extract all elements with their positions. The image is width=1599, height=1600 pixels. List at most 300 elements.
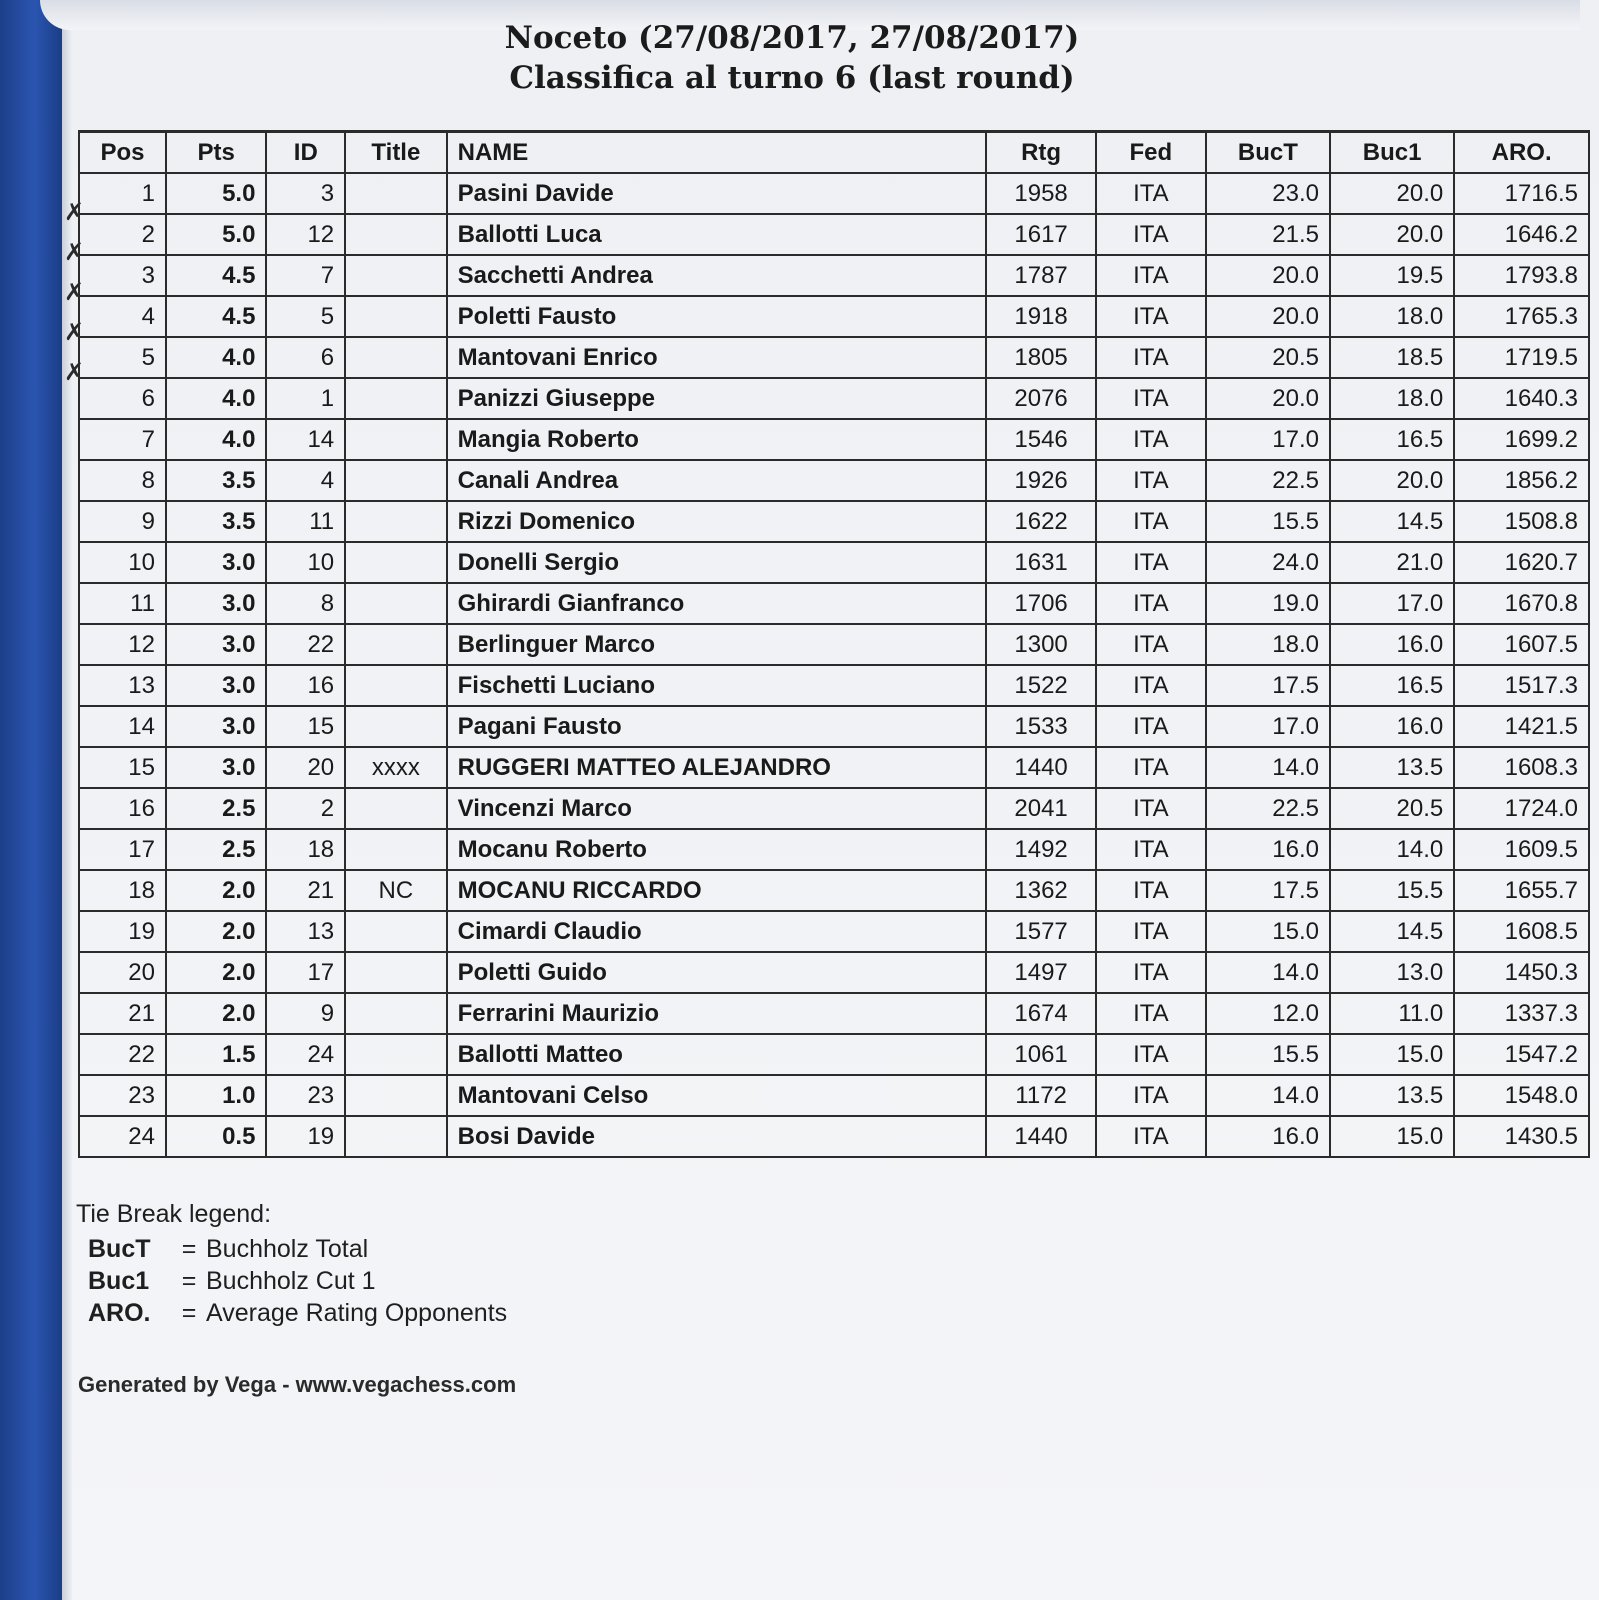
cell-buc1: 20.5 — [1330, 788, 1454, 829]
cell-buct: 17.5 — [1206, 665, 1330, 706]
cell-id: 8 — [266, 583, 345, 624]
cell-title — [345, 829, 446, 870]
legend-key: BucT — [88, 1234, 151, 1263]
cell-rtg: 2076 — [986, 378, 1096, 419]
col-rtg: Rtg — [986, 132, 1096, 174]
cell-pts: 2.0 — [166, 993, 266, 1034]
col-name: NAME — [447, 132, 987, 174]
cell-rtg: 1958 — [986, 173, 1096, 214]
cell-title — [345, 1116, 446, 1157]
col-buct: BucT — [1206, 132, 1330, 174]
cell-pos: 12 — [79, 624, 166, 665]
cell-rtg: 1805 — [986, 337, 1096, 378]
cell-buct: 17.0 — [1206, 706, 1330, 747]
cell-fed: ITA — [1096, 583, 1206, 624]
cell-pts: 1.0 — [166, 1075, 266, 1116]
col-fed: Fed — [1096, 132, 1206, 174]
legend-entry — [76, 1265, 507, 1297]
cell-name: Poletti Guido — [447, 952, 987, 993]
cell-aro: 1724.0 — [1454, 788, 1589, 829]
cell-id: 17 — [266, 952, 345, 993]
table-row — [79, 665, 1589, 706]
cell-pts: 3.5 — [166, 460, 266, 501]
table-row — [79, 911, 1589, 952]
cell-title — [345, 214, 446, 255]
page-title: Noceto (27/08/2017, 27/08/2017) — [504, 20, 1080, 56]
cell-name: Sacchetti Andrea — [447, 255, 987, 296]
cell-pos: 18 — [79, 870, 166, 911]
cell-pts: 4.5 — [166, 255, 266, 296]
cell-name: Rizzi Domenico — [447, 501, 987, 542]
cell-name: Ballotti Matteo — [447, 1034, 987, 1075]
cell-fed: ITA — [1096, 788, 1206, 829]
cell-aro: 1508.8 — [1454, 501, 1589, 542]
cell-pos: 17 — [79, 829, 166, 870]
table-row — [79, 378, 1589, 419]
cell-id: 24 — [266, 1034, 345, 1075]
cell-buc1: 18.0 — [1330, 296, 1454, 337]
cell-rtg: 1674 — [986, 993, 1096, 1034]
col-pts: Pts — [166, 132, 266, 174]
cell-aro: 1765.3 — [1454, 296, 1589, 337]
handwritten-check-mark: ✗ — [64, 198, 85, 226]
cell-pos: 5 — [79, 337, 166, 378]
cell-id: 6 — [266, 337, 345, 378]
cell-rtg: 1172 — [986, 1075, 1096, 1116]
cell-pos: 24 — [79, 1116, 166, 1157]
legend-key: ARO. — [88, 1298, 151, 1327]
cell-pts: 3.5 — [166, 501, 266, 542]
cell-pts: 3.0 — [166, 665, 266, 706]
legend-key: Buc1 — [88, 1266, 150, 1295]
cell-id: 16 — [266, 665, 345, 706]
legend-equals: = — [181, 1234, 197, 1263]
cell-title — [345, 460, 446, 501]
cell-aro: 1607.5 — [1454, 624, 1589, 665]
cell-name: Panizzi Giuseppe — [447, 378, 987, 419]
legend-description: Buchholz Total — [206, 1234, 369, 1263]
cell-rtg: 1918 — [986, 296, 1096, 337]
cell-rtg: 1533 — [986, 706, 1096, 747]
cell-pos: 4 — [79, 296, 166, 337]
cell-rtg: 1492 — [986, 829, 1096, 870]
cell-rtg: 1577 — [986, 911, 1096, 952]
cell-buc1: 18.5 — [1330, 337, 1454, 378]
cell-rtg: 1546 — [986, 419, 1096, 460]
cell-pos: 2 — [79, 214, 166, 255]
cell-fed: ITA — [1096, 337, 1206, 378]
table-row — [79, 706, 1589, 747]
cell-pts: 3.0 — [166, 583, 266, 624]
cell-buct: 14.0 — [1206, 1075, 1330, 1116]
cell-fed: ITA — [1096, 501, 1206, 542]
cell-buct: 15.5 — [1206, 501, 1330, 542]
cell-buct: 17.0 — [1206, 419, 1330, 460]
cell-buc1: 18.0 — [1330, 378, 1454, 419]
cell-pts: 0.5 — [166, 1116, 266, 1157]
cell-buc1: 13.5 — [1330, 1075, 1454, 1116]
cell-aro: 1608.3 — [1454, 747, 1589, 788]
cell-buct: 20.0 — [1206, 255, 1330, 296]
cell-pts: 2.5 — [166, 829, 266, 870]
cell-id: 11 — [266, 501, 345, 542]
cell-pts: 4.0 — [166, 337, 266, 378]
cell-rtg: 1787 — [986, 255, 1096, 296]
cell-buc1: 20.0 — [1330, 173, 1454, 214]
handwritten-check-mark: ✗ — [64, 358, 85, 386]
cell-pts: 3.0 — [166, 624, 266, 665]
cell-aro: 1640.3 — [1454, 378, 1589, 419]
table-row — [79, 870, 1589, 911]
table-row — [79, 460, 1589, 501]
cell-name: Cimardi Claudio — [447, 911, 987, 952]
cell-rtg: 1631 — [986, 542, 1096, 583]
cell-pts: 3.0 — [166, 542, 266, 583]
cell-fed: ITA — [1096, 870, 1206, 911]
cell-aro: 1450.3 — [1454, 952, 1589, 993]
cell-title — [345, 255, 446, 296]
table-row — [79, 542, 1589, 583]
cell-id: 14 — [266, 419, 345, 460]
table-row — [79, 624, 1589, 665]
cell-buct: 17.5 — [1206, 870, 1330, 911]
cell-id: 2 — [266, 788, 345, 829]
cell-buc1: 16.0 — [1330, 624, 1454, 665]
table-row — [79, 296, 1589, 337]
cell-pos: 11 — [79, 583, 166, 624]
cell-buc1: 16.0 — [1330, 706, 1454, 747]
cell-buc1: 13.0 — [1330, 952, 1454, 993]
table-row — [79, 747, 1589, 788]
col-title: Title — [345, 132, 446, 174]
cell-rtg: 1497 — [986, 952, 1096, 993]
cell-pts: 3.0 — [166, 747, 266, 788]
cell-title — [345, 501, 446, 542]
cell-buct: 20.0 — [1206, 378, 1330, 419]
cell-name: Fischetti Luciano — [447, 665, 987, 706]
cell-title — [345, 173, 446, 214]
cell-fed: ITA — [1096, 296, 1206, 337]
table-row — [79, 173, 1589, 214]
cell-pos: 15 — [79, 747, 166, 788]
cell-title — [345, 952, 446, 993]
handwritten-check-mark: ✗ — [64, 278, 85, 306]
cell-buct: 14.0 — [1206, 952, 1330, 993]
cell-fed: ITA — [1096, 173, 1206, 214]
cell-fed: ITA — [1096, 706, 1206, 747]
cell-aro: 1655.7 — [1454, 870, 1589, 911]
cell-aro: 1548.0 — [1454, 1075, 1589, 1116]
cell-id: 23 — [266, 1075, 345, 1116]
cell-name: Ghirardi Gianfranco — [447, 583, 987, 624]
legend-equals: = — [181, 1266, 197, 1295]
handwritten-check-mark: ✗ — [64, 318, 85, 346]
cell-pos: 1 — [79, 173, 166, 214]
cell-id: 22 — [266, 624, 345, 665]
cell-title — [345, 378, 446, 419]
cell-fed: ITA — [1096, 419, 1206, 460]
standings-table — [78, 130, 1590, 1158]
cell-pts: 4.0 — [166, 419, 266, 460]
cell-title — [345, 1034, 446, 1075]
cell-id: 20 — [266, 747, 345, 788]
cell-buc1: 15.0 — [1330, 1034, 1454, 1075]
cell-rtg: 1522 — [986, 665, 1096, 706]
cell-name: RUGGERI MATTEO ALEJANDRO — [447, 747, 987, 788]
cell-name: Ballotti Luca — [447, 214, 987, 255]
cell-rtg: 1440 — [986, 747, 1096, 788]
cell-buct: 24.0 — [1206, 542, 1330, 583]
cell-title — [345, 296, 446, 337]
cell-title: NC — [345, 870, 446, 911]
cell-aro: 1337.3 — [1454, 993, 1589, 1034]
cell-id: 1 — [266, 378, 345, 419]
table-header-row — [79, 132, 1589, 174]
table-row — [79, 1116, 1589, 1157]
cell-buct: 20.0 — [1206, 296, 1330, 337]
cell-buct: 23.0 — [1206, 173, 1330, 214]
cell-rtg: 1706 — [986, 583, 1096, 624]
cell-pos: 20 — [79, 952, 166, 993]
legend-equals: = — [181, 1298, 197, 1327]
cell-title — [345, 624, 446, 665]
table-row — [79, 993, 1589, 1034]
cell-title — [345, 911, 446, 952]
cell-id: 7 — [266, 255, 345, 296]
cell-pos: 21 — [79, 993, 166, 1034]
legend-description: Buchholz Cut 1 — [206, 1266, 376, 1295]
cell-pos: 13 — [79, 665, 166, 706]
cell-buct: 16.0 — [1206, 1116, 1330, 1157]
cell-id: 21 — [266, 870, 345, 911]
cell-title: xxxx — [345, 747, 446, 788]
table-row — [79, 788, 1589, 829]
cell-name: Mantovani Enrico — [447, 337, 987, 378]
cell-name: Donelli Sergio — [447, 542, 987, 583]
cell-fed: ITA — [1096, 952, 1206, 993]
cell-fed: ITA — [1096, 1034, 1206, 1075]
cell-buct: 16.0 — [1206, 829, 1330, 870]
tie-break-legend — [76, 1200, 507, 1329]
cell-id: 12 — [266, 214, 345, 255]
cell-pts: 4.5 — [166, 296, 266, 337]
generator-footer: Generated by Vega - www.vegachess.com — [78, 1372, 517, 1397]
cell-pos: 8 — [79, 460, 166, 501]
col-buc1: Buc1 — [1330, 132, 1454, 174]
cell-aro: 1793.8 — [1454, 255, 1589, 296]
cell-fed: ITA — [1096, 378, 1206, 419]
cell-pos: 3 — [79, 255, 166, 296]
cell-pts: 2.0 — [166, 870, 266, 911]
cell-buc1: 11.0 — [1330, 993, 1454, 1034]
cell-id: 19 — [266, 1116, 345, 1157]
cell-rtg: 1362 — [986, 870, 1096, 911]
cell-title — [345, 583, 446, 624]
page-subtitle: Classifica al turno 6 (last round) — [509, 60, 1075, 96]
cell-aro: 1609.5 — [1454, 829, 1589, 870]
cell-fed: ITA — [1096, 460, 1206, 501]
cell-pts: 5.0 — [166, 214, 266, 255]
cell-buc1: 15.0 — [1330, 1116, 1454, 1157]
cell-aro: 1430.5 — [1454, 1116, 1589, 1157]
cell-aro: 1421.5 — [1454, 706, 1589, 747]
cell-pos: 22 — [79, 1034, 166, 1075]
cell-title — [345, 1075, 446, 1116]
cell-pos: 23 — [79, 1075, 166, 1116]
legend-entry — [76, 1297, 507, 1329]
cell-name: Vincenzi Marco — [447, 788, 987, 829]
table-row — [79, 1034, 1589, 1075]
cell-buct: 12.0 — [1206, 993, 1330, 1034]
cell-buc1: 14.5 — [1330, 911, 1454, 952]
cell-title — [345, 706, 446, 747]
cell-id: 10 — [266, 542, 345, 583]
cell-buct: 15.5 — [1206, 1034, 1330, 1075]
binder-cover — [0, 0, 62, 1600]
cell-name: Poletti Fausto — [447, 296, 987, 337]
paper-sheet — [64, 20, 1599, 1600]
cell-title — [345, 993, 446, 1034]
cell-name: MOCANU RICCARDO — [447, 870, 987, 911]
cell-fed: ITA — [1096, 911, 1206, 952]
cell-name: Pasini Davide — [447, 173, 987, 214]
cell-pts: 2.0 — [166, 911, 266, 952]
cell-fed: ITA — [1096, 829, 1206, 870]
cell-buc1: 19.5 — [1330, 255, 1454, 296]
cell-rtg: 1440 — [986, 1116, 1096, 1157]
handwritten-check-mark: ✗ — [64, 238, 85, 266]
table-row — [79, 1075, 1589, 1116]
cell-buc1: 13.5 — [1330, 747, 1454, 788]
cell-fed: ITA — [1096, 1116, 1206, 1157]
table-row — [79, 337, 1589, 378]
cell-name: Mangia Roberto — [447, 419, 987, 460]
table-row — [79, 214, 1589, 255]
cell-fed: ITA — [1096, 624, 1206, 665]
cell-title — [345, 419, 446, 460]
cell-title — [345, 788, 446, 829]
cell-pts: 1.5 — [166, 1034, 266, 1075]
cell-pos: 14 — [79, 706, 166, 747]
table-row — [79, 583, 1589, 624]
cell-pos: 10 — [79, 542, 166, 583]
cell-fed: ITA — [1096, 255, 1206, 296]
cell-id: 18 — [266, 829, 345, 870]
cell-fed: ITA — [1096, 1075, 1206, 1116]
legend-title: Tie Break legend: — [76, 1200, 272, 1228]
cell-aro: 1646.2 — [1454, 214, 1589, 255]
cell-aro: 1670.8 — [1454, 583, 1589, 624]
cell-buc1: 16.5 — [1330, 419, 1454, 460]
cell-pts: 2.5 — [166, 788, 266, 829]
cell-rtg: 1300 — [986, 624, 1096, 665]
col-aro: ARO. — [1454, 132, 1589, 174]
table-row — [79, 952, 1589, 993]
legend-entry — [76, 1233, 507, 1265]
cell-buc1: 21.0 — [1330, 542, 1454, 583]
cell-fed: ITA — [1096, 214, 1206, 255]
col-pos: Pos — [79, 132, 166, 174]
cell-name: Berlinguer Marco — [447, 624, 987, 665]
cell-fed: ITA — [1096, 747, 1206, 788]
table-row — [79, 501, 1589, 542]
cell-buct: 20.5 — [1206, 337, 1330, 378]
cell-pts: 4.0 — [166, 378, 266, 419]
cell-buc1: 14.5 — [1330, 501, 1454, 542]
cell-pts: 2.0 — [166, 952, 266, 993]
cell-aro: 1719.5 — [1454, 337, 1589, 378]
cell-pts: 5.0 — [166, 173, 266, 214]
cell-id: 13 — [266, 911, 345, 952]
cell-aro: 1620.7 — [1454, 542, 1589, 583]
cell-name: Bosi Davide — [447, 1116, 987, 1157]
table-row — [79, 829, 1589, 870]
cell-buct: 21.5 — [1206, 214, 1330, 255]
cell-aro: 1517.3 — [1454, 665, 1589, 706]
cell-fed: ITA — [1096, 993, 1206, 1034]
cell-buc1: 15.5 — [1330, 870, 1454, 911]
cell-pos: 9 — [79, 501, 166, 542]
cell-id: 9 — [266, 993, 345, 1034]
cell-buct: 15.0 — [1206, 911, 1330, 952]
cell-fed: ITA — [1096, 665, 1206, 706]
cell-buct: 22.5 — [1206, 788, 1330, 829]
cell-rtg: 1617 — [986, 214, 1096, 255]
cell-aro: 1856.2 — [1454, 460, 1589, 501]
col-id: ID — [266, 132, 345, 174]
cell-pos: 19 — [79, 911, 166, 952]
legend-description: Average Rating Opponents — [206, 1298, 508, 1327]
cell-name: Mantovani Celso — [447, 1075, 987, 1116]
cell-aro: 1547.2 — [1454, 1034, 1589, 1075]
cell-buct: 14.0 — [1206, 747, 1330, 788]
cell-buct: 19.0 — [1206, 583, 1330, 624]
cell-buc1: 17.0 — [1330, 583, 1454, 624]
cell-buc1: 20.0 — [1330, 460, 1454, 501]
cell-rtg: 2041 — [986, 788, 1096, 829]
cell-id: 5 — [266, 296, 345, 337]
cell-rtg: 1926 — [986, 460, 1096, 501]
cell-buct: 18.0 — [1206, 624, 1330, 665]
cell-name: Pagani Fausto — [447, 706, 987, 747]
cell-name: Mocanu Roberto — [447, 829, 987, 870]
cell-id: 4 — [266, 460, 345, 501]
cell-title — [345, 542, 446, 583]
cell-pos: 16 — [79, 788, 166, 829]
cell-aro: 1699.2 — [1454, 419, 1589, 460]
cell-rtg: 1622 — [986, 501, 1096, 542]
cell-title — [345, 665, 446, 706]
cell-pos: 6 — [79, 378, 166, 419]
cell-name: Ferrarini Maurizio — [447, 993, 987, 1034]
cell-title — [345, 337, 446, 378]
cell-buc1: 14.0 — [1330, 829, 1454, 870]
cell-aro: 1716.5 — [1454, 173, 1589, 214]
cell-buct: 22.5 — [1206, 460, 1330, 501]
cell-pos: 7 — [79, 419, 166, 460]
table-row — [79, 419, 1589, 460]
cell-fed: ITA — [1096, 542, 1206, 583]
table-row — [79, 255, 1589, 296]
cell-aro: 1608.5 — [1454, 911, 1589, 952]
cell-rtg: 1061 — [986, 1034, 1096, 1075]
cell-pts: 3.0 — [166, 706, 266, 747]
cell-buc1: 16.5 — [1330, 665, 1454, 706]
cell-id: 3 — [266, 173, 345, 214]
cell-buc1: 20.0 — [1330, 214, 1454, 255]
cell-id: 15 — [266, 706, 345, 747]
cell-name: Canali Andrea — [447, 460, 987, 501]
